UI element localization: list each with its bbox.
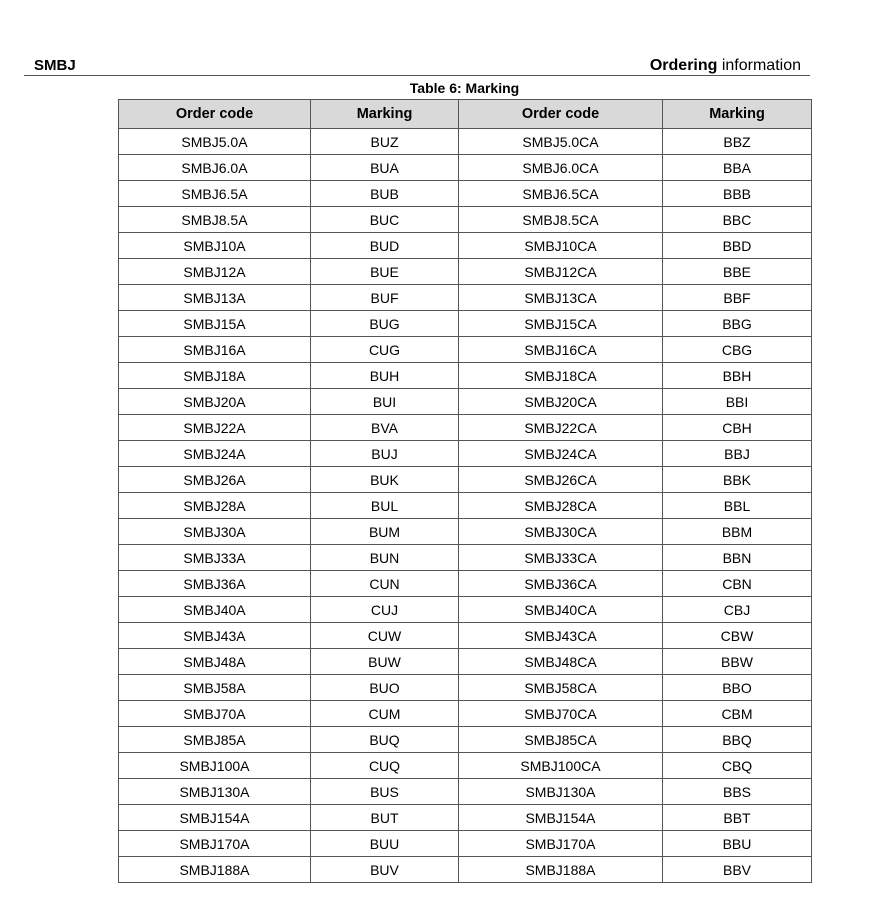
- marking-ca-cell: BBK: [663, 467, 812, 493]
- table-row: [119, 415, 812, 441]
- marking-cell: BUW: [311, 649, 459, 675]
- marking-ca-cell: BBI: [663, 389, 812, 415]
- order-code-ca-cell: SMBJ36CA: [459, 571, 663, 597]
- order-code-cell: SMBJ30A: [119, 519, 311, 545]
- section-title: [650, 57, 801, 75]
- marking-cell: BUZ: [311, 129, 459, 155]
- section-title-rest: information: [717, 57, 801, 74]
- order-code-cell: SMBJ28A: [119, 493, 311, 519]
- marking-cell: CUG: [311, 337, 459, 363]
- table-row: [119, 389, 812, 415]
- order-code-cell: SMBJ6.0A: [119, 155, 311, 181]
- table-row: [119, 779, 812, 805]
- marking-cell: BUH: [311, 363, 459, 389]
- order-code-ca-cell: SMBJ33CA: [459, 545, 663, 571]
- order-code-ca-cell: SMBJ40CA: [459, 597, 663, 623]
- table-row: [119, 285, 812, 311]
- order-code-ca-cell: SMBJ48CA: [459, 649, 663, 675]
- marking-ca-cell: BBH: [663, 363, 812, 389]
- marking-ca-cell: BBV: [663, 857, 812, 883]
- order-code-cell: SMBJ6.5A: [119, 181, 311, 207]
- table-row: [119, 519, 812, 545]
- order-code-ca-cell: SMBJ58CA: [459, 675, 663, 701]
- marking-cell: BUT: [311, 805, 459, 831]
- marking-ca-cell: BBS: [663, 779, 812, 805]
- marking-cell: CUN: [311, 571, 459, 597]
- order-code-ca-cell: SMBJ188A: [459, 857, 663, 883]
- marking-cell: BUN: [311, 545, 459, 571]
- marking-ca-cell: BBW: [663, 649, 812, 675]
- order-code-ca-cell: SMBJ24CA: [459, 441, 663, 467]
- marking-ca-cell: BBZ: [663, 129, 812, 155]
- order-code-cell: SMBJ188A: [119, 857, 311, 883]
- marking-cell: BUC: [311, 207, 459, 233]
- order-code-ca-cell: SMBJ18CA: [459, 363, 663, 389]
- table-row: [119, 467, 812, 493]
- table-row: [119, 701, 812, 727]
- table-row: [119, 493, 812, 519]
- marking-ca-cell: BBT: [663, 805, 812, 831]
- order-code-cell: SMBJ24A: [119, 441, 311, 467]
- column-header-order-code: Order code: [119, 100, 311, 129]
- order-code-ca-cell: SMBJ70CA: [459, 701, 663, 727]
- order-code-cell: SMBJ170A: [119, 831, 311, 857]
- marking-ca-cell: BBF: [663, 285, 812, 311]
- table-row: [119, 155, 812, 181]
- table-row: [119, 259, 812, 285]
- order-code-ca-cell: SMBJ154A: [459, 805, 663, 831]
- order-code-cell: SMBJ15A: [119, 311, 311, 337]
- order-code-ca-cell: SMBJ16CA: [459, 337, 663, 363]
- table-row: [119, 649, 812, 675]
- marking-cell: BUQ: [311, 727, 459, 753]
- marking-ca-cell: CBH: [663, 415, 812, 441]
- marking-ca-cell: CBG: [663, 337, 812, 363]
- column-header-marking-ca: Marking: [663, 100, 812, 129]
- table-row: [119, 181, 812, 207]
- order-code-cell: SMBJ154A: [119, 805, 311, 831]
- marking-ca-cell: BBJ: [663, 441, 812, 467]
- order-code-cell: SMBJ22A: [119, 415, 311, 441]
- marking-cell: BUG: [311, 311, 459, 337]
- order-code-cell: SMBJ12A: [119, 259, 311, 285]
- marking-cell: BUK: [311, 467, 459, 493]
- order-code-cell: SMBJ130A: [119, 779, 311, 805]
- marking-cell: BUB: [311, 181, 459, 207]
- order-code-cell: SMBJ13A: [119, 285, 311, 311]
- order-code-ca-cell: SMBJ130A: [459, 779, 663, 805]
- order-code-ca-cell: SMBJ15CA: [459, 311, 663, 337]
- marking-ca-cell: CBN: [663, 571, 812, 597]
- marking-cell: BUS: [311, 779, 459, 805]
- marking-cell: CUM: [311, 701, 459, 727]
- marking-cell: BUO: [311, 675, 459, 701]
- table-row: [119, 441, 812, 467]
- table-row: [119, 831, 812, 857]
- order-code-ca-cell: SMBJ13CA: [459, 285, 663, 311]
- table-row: [119, 727, 812, 753]
- order-code-cell: SMBJ33A: [119, 545, 311, 571]
- order-code-ca-cell: SMBJ28CA: [459, 493, 663, 519]
- order-code-ca-cell: SMBJ100CA: [459, 753, 663, 779]
- marking-ca-cell: BBA: [663, 155, 812, 181]
- table-row: [119, 597, 812, 623]
- marking-cell: BUD: [311, 233, 459, 259]
- order-code-ca-cell: SMBJ6.0CA: [459, 155, 663, 181]
- table-row: [119, 207, 812, 233]
- marking-cell: CUQ: [311, 753, 459, 779]
- order-code-ca-cell: SMBJ30CA: [459, 519, 663, 545]
- header-divider: [24, 75, 810, 76]
- marking-cell: BUM: [311, 519, 459, 545]
- order-code-cell: SMBJ58A: [119, 675, 311, 701]
- order-code-cell: SMBJ70A: [119, 701, 311, 727]
- marking-ca-cell: CBW: [663, 623, 812, 649]
- order-code-cell: SMBJ48A: [119, 649, 311, 675]
- order-code-cell: SMBJ8.5A: [119, 207, 311, 233]
- marking-cell: BUL: [311, 493, 459, 519]
- marking-ca-cell: BBU: [663, 831, 812, 857]
- table-body: [119, 129, 812, 883]
- marking-ca-cell: CBJ: [663, 597, 812, 623]
- order-code-cell: SMBJ16A: [119, 337, 311, 363]
- table-row: [119, 675, 812, 701]
- table-row: [119, 805, 812, 831]
- order-code-ca-cell: SMBJ5.0CA: [459, 129, 663, 155]
- marking-ca-cell: BBD: [663, 233, 812, 259]
- order-code-cell: SMBJ5.0A: [119, 129, 311, 155]
- order-code-cell: SMBJ100A: [119, 753, 311, 779]
- marking-ca-cell: BBE: [663, 259, 812, 285]
- table-header-row: [119, 100, 812, 129]
- marking-cell: BUE: [311, 259, 459, 285]
- table-row: [119, 623, 812, 649]
- table-row: [119, 571, 812, 597]
- table-row: [119, 857, 812, 883]
- marking-cell: BUU: [311, 831, 459, 857]
- order-code-ca-cell: SMBJ26CA: [459, 467, 663, 493]
- table-row: [119, 311, 812, 337]
- order-code-cell: SMBJ20A: [119, 389, 311, 415]
- marking-cell: CUJ: [311, 597, 459, 623]
- section-title-bold: Ordering: [649, 57, 718, 74]
- order-code-ca-cell: SMBJ22CA: [459, 415, 663, 441]
- marking-ca-cell: BBN: [663, 545, 812, 571]
- marking-ca-cell: BBM: [663, 519, 812, 545]
- order-code-ca-cell: SMBJ20CA: [459, 389, 663, 415]
- order-code-cell: SMBJ26A: [119, 467, 311, 493]
- order-code-ca-cell: SMBJ12CA: [459, 259, 663, 285]
- marking-ca-cell: BBG: [663, 311, 812, 337]
- marking-cell: CUW: [311, 623, 459, 649]
- table-row: [119, 363, 812, 389]
- order-code-cell: SMBJ43A: [119, 623, 311, 649]
- order-code-ca-cell: SMBJ170A: [459, 831, 663, 857]
- marking-cell: BUV: [311, 857, 459, 883]
- order-code-cell: SMBJ40A: [119, 597, 311, 623]
- order-code-cell: SMBJ10A: [119, 233, 311, 259]
- column-header-marking: Marking: [311, 100, 459, 129]
- order-code-cell: SMBJ18A: [119, 363, 311, 389]
- marking-table: [118, 99, 812, 883]
- marking-cell: BUF: [311, 285, 459, 311]
- order-code-ca-cell: SMBJ85CA: [459, 727, 663, 753]
- table-row: [119, 545, 812, 571]
- order-code-ca-cell: SMBJ8.5CA: [459, 207, 663, 233]
- table-row: [119, 129, 812, 155]
- order-code-ca-cell: SMBJ43CA: [459, 623, 663, 649]
- column-header-order-code-ca: Order code: [459, 100, 663, 129]
- marking-ca-cell: BBC: [663, 207, 812, 233]
- order-code-ca-cell: SMBJ10CA: [459, 233, 663, 259]
- marking-ca-cell: CBM: [663, 701, 812, 727]
- marking-ca-cell: BBL: [663, 493, 812, 519]
- document-title: SMBJ: [34, 57, 76, 74]
- marking-cell: BUJ: [311, 441, 459, 467]
- table-row: [119, 337, 812, 363]
- order-code-cell: SMBJ36A: [119, 571, 311, 597]
- marking-cell: BUA: [311, 155, 459, 181]
- order-code-cell: SMBJ85A: [119, 727, 311, 753]
- table-row: [119, 233, 812, 259]
- table-caption: Table 6: Marking: [409, 80, 520, 96]
- table-row: [119, 753, 812, 779]
- marking-ca-cell: BBB: [663, 181, 812, 207]
- order-code-ca-cell: SMBJ6.5CA: [459, 181, 663, 207]
- marking-ca-cell: CBQ: [663, 753, 812, 779]
- marking-ca-cell: BBQ: [663, 727, 812, 753]
- marking-cell: BUI: [311, 389, 459, 415]
- marking-cell: BVA: [311, 415, 459, 441]
- marking-ca-cell: BBO: [663, 675, 812, 701]
